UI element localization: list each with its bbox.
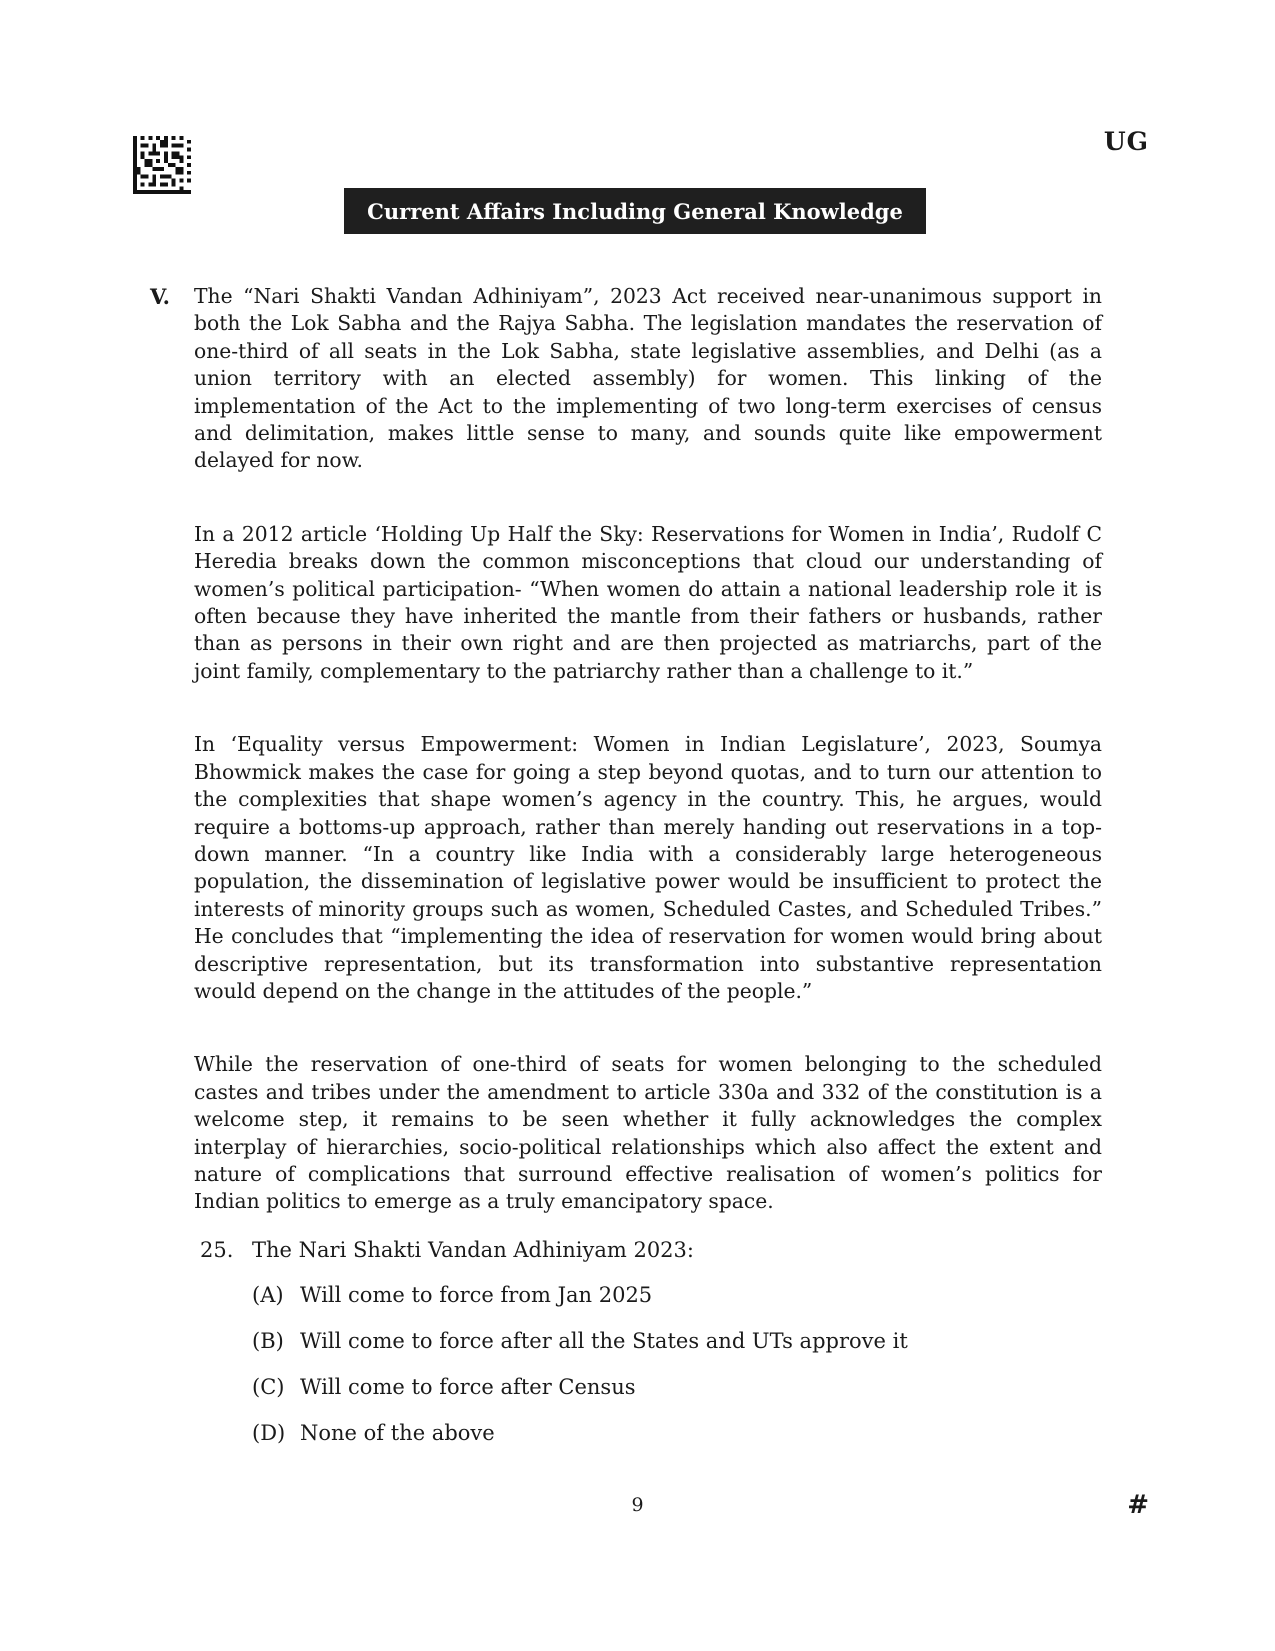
hash-mark: # — [1127, 1490, 1149, 1520]
question-number: 25. — [200, 1238, 234, 1262]
option-d — [252, 1419, 1100, 1447]
passage-marker: V. — [150, 284, 170, 309]
option-a — [252, 1281, 1100, 1309]
question-stem — [200, 1236, 1100, 1264]
option-c — [252, 1373, 1100, 1401]
option-key: (B) — [252, 1329, 284, 1353]
section-title: Current Affairs Including General Knowledge — [344, 188, 926, 234]
passage-paragraph: The “Nari Shakti Vandan Adhiniyam”, 2023 Act received near-unanimous support in both the Lok Sabha and the Rajya Sabha. The legislation mandates the reservation of one-third of all seats in the Lok Sabha, state legislative assemblies, and Delhi (as a union territory with an elected assembly) for women. This linking of the implementation of the Act to the implementing of two long-term exercises of census and delimitation, makes little sense to many, and sounds quite like empowerment delayed for now. — [194, 284, 1102, 473]
option-text: Will come to force after all the States and UTs approve it — [300, 1329, 908, 1353]
option-key: (A) — [252, 1283, 284, 1307]
option-text: Will come to force after Census — [300, 1375, 636, 1399]
qr-code-icon — [133, 136, 191, 194]
option-key: (C) — [252, 1375, 285, 1399]
option-key: (D) — [252, 1421, 286, 1445]
answer-options — [252, 1281, 1100, 1447]
page-number: 9 — [631, 1494, 644, 1516]
option-text: None of the above — [300, 1421, 495, 1445]
question-text: The Nari Shakti Vandan Adhiniyam 2023: — [252, 1238, 694, 1262]
option-text: Will come to force from Jan 2025 — [300, 1283, 653, 1307]
question-25 — [200, 1236, 1100, 1465]
passage-paragraph: In ‘Equality versus Empowerment: Women in Indian Legislature’, 2023, Soumya Bhowmick makes the case for going a step beyond quotas, and to turn our attention to the complexities that shape women’s agency in the country. This, he argues, would require a bottoms-up approach, rather than merely handing out reservations in a top-down manner. “In a country like India with a considerably large heterogeneous population, the dissemination of legislative power would be insufficient to protect the interests of minority groups such as women, Scheduled Castes, and Scheduled Tribes.” He concludes that “implementing the idea of reservation for women would bring about descriptive representation, but its transformation into substantive representation would depend on the change in the attitudes of the people.” — [194, 732, 1102, 1003]
passage-paragraph: In a 2012 article ‘Holding Up Half the Sky: Reservations for Women in India’, Rudolf C Heredia breaks down the common misconceptions that cloud our understanding of women’s political participation- “When women do attain a national leadership role it is often because they have inherited the mantle from their fathers or husbands, rather than as persons in their own right and are then projected as matriarchs, part of the joint family, complementary to the patriarchy rather than a challenge to it.” — [194, 521, 1102, 683]
passage — [194, 283, 1102, 1262]
option-b — [252, 1327, 1100, 1355]
paper-code: UG — [1103, 127, 1149, 156]
passage-paragraph: While the reservation of one-third of seats for women belonging to the scheduled castes and tribes under the amendment to article 330a and 332 of the constitution is a welcome step, it remains to be seen whether it fully acknowledges the complex interplay of hierarchies, socio-political relationships which also affect the extent and nature of complications that surround effective realisation of women’s politics for Indian politics to emerge as a truly emancipatory space. — [194, 1052, 1102, 1214]
